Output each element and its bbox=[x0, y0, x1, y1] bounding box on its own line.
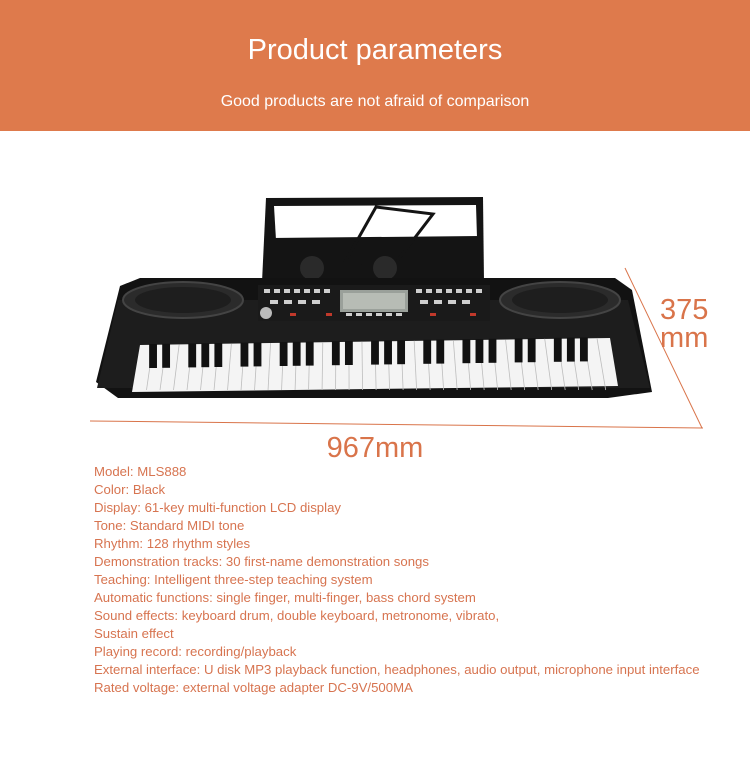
spec-line: Display: 61-key multi-function LCD display bbox=[94, 500, 341, 515]
keyboard-product-image bbox=[0, 131, 750, 461]
black-key bbox=[188, 343, 196, 367]
spec-line: Teaching: Intelligent three-step teaching system bbox=[94, 572, 373, 587]
width-dimension-label: 967mm bbox=[326, 432, 424, 464]
spec-line: Color: Black bbox=[94, 482, 166, 497]
spec-line: Sound effects: keyboard drum, double keyboard, metronome, vibrato, bbox=[94, 608, 500, 623]
black-key bbox=[280, 342, 288, 366]
spec-line: Demonstration tracks: 30 first-name demonstration songs bbox=[94, 554, 429, 569]
black-key bbox=[201, 343, 209, 367]
spec-line: Rated voltage: external voltage adapter DC-9V/500MA bbox=[94, 680, 413, 695]
keyboard-illustration bbox=[0, 131, 750, 461]
spec-line: Tone: Standard MIDI tone bbox=[94, 518, 245, 533]
black-key bbox=[476, 339, 484, 363]
width-dimension-line bbox=[90, 421, 703, 428]
black-key bbox=[489, 339, 497, 363]
keyboard-body bbox=[96, 278, 652, 398]
music-stand bbox=[262, 197, 484, 282]
spec-line: Automatic functions: single finger, multi-finger, bass chord system bbox=[94, 590, 476, 605]
black-key bbox=[241, 343, 249, 367]
header-banner bbox=[0, 0, 750, 131]
black-key bbox=[162, 344, 170, 368]
black-key bbox=[384, 340, 392, 364]
black-key bbox=[580, 337, 588, 361]
height-unit: mm bbox=[660, 322, 709, 354]
spec-line: External interface: U disk MP3 playback function, headphones, audio output, microphone input interface bbox=[94, 662, 700, 677]
black-key bbox=[332, 341, 340, 365]
black-key bbox=[214, 343, 222, 367]
black-key bbox=[567, 338, 575, 362]
black-key bbox=[528, 338, 536, 362]
black-key bbox=[462, 339, 470, 363]
spec-line: Model: MLS888 bbox=[94, 464, 187, 479]
spec-line: Sustain effect bbox=[94, 626, 174, 641]
volume-knob bbox=[260, 307, 272, 319]
spec-line: Playing record: recording/playback bbox=[94, 644, 297, 659]
black-key bbox=[345, 341, 353, 365]
page-subtitle: Good products are not afraid of comparison bbox=[220, 93, 530, 110]
black-key bbox=[306, 342, 314, 366]
height-dimension-label bbox=[660, 296, 708, 352]
black-key bbox=[371, 341, 379, 365]
black-key bbox=[554, 338, 562, 362]
black-key bbox=[149, 344, 157, 368]
black-key bbox=[293, 342, 301, 366]
height-value: 375 bbox=[660, 294, 709, 326]
black-key bbox=[254, 342, 262, 366]
black-key bbox=[436, 340, 444, 364]
black-key bbox=[515, 338, 523, 362]
spec-line: Rhythm: 128 rhythm styles bbox=[94, 536, 251, 551]
spec-list bbox=[94, 463, 700, 697]
page-title: Product parameters bbox=[247, 34, 503, 66]
black-key bbox=[423, 340, 431, 364]
black-key bbox=[397, 340, 405, 364]
